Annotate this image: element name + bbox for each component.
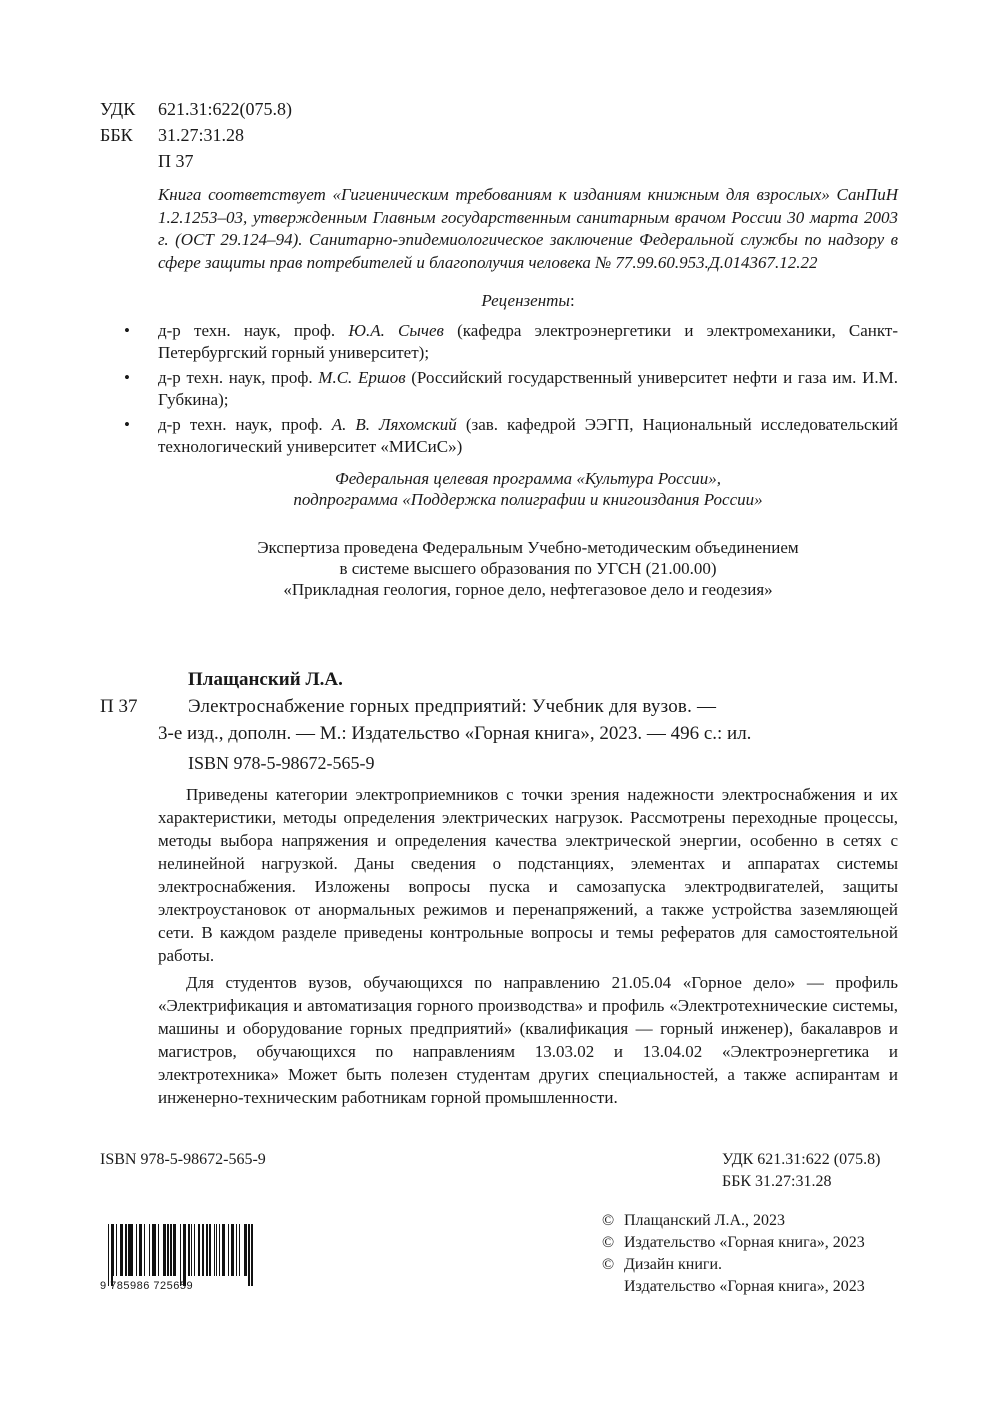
reviewers-list [124,320,899,461]
barcode-bar [170,1224,171,1276]
footer-isbn: ISBN 978-5-98672-565-9 [100,1151,266,1168]
udk-value: 621.31:622(075.8) [158,99,292,119]
bullet-icon: • [124,415,130,434]
barcode-bar [136,1224,137,1276]
barcode-bar [125,1224,126,1276]
copyright-row [602,1232,865,1254]
reviewer-prefix: д-р техн. наук, проф. [158,368,319,387]
barcode-bar [236,1224,237,1276]
copyright-text: Издательство «Горная книга», 2023 [624,1278,865,1295]
barcode-bar [180,1224,181,1286]
barcode-bar [108,1224,109,1286]
copyright-text: Дизайн книги. [624,1256,723,1273]
expertise-line3: «Прикладная геология, горное дело, нефтегазовое дело и геодезия» [283,580,773,599]
bbk-line [100,124,244,146]
barcode-bar [167,1224,168,1276]
reviewer-prefix: д-р техн. наук, проф. [158,321,349,340]
barcode-bar [209,1224,210,1276]
barcode-bar [122,1224,123,1276]
barcode-bar [206,1224,207,1276]
book-isbn: ISBN 978-5-98672-565-9 [188,753,375,773]
barcode [100,1224,245,1292]
reviewer-name: А. В. Ляхомский [331,415,457,434]
bbk-label: ББК [100,125,133,145]
reviewer-name: Ю.А. Сычев [348,321,444,340]
barcode-bar [245,1224,246,1276]
reviewers-colon: : [569,291,575,310]
book-title-line2: 3-е изд., дополн. — М.: Издательство «Горная книга», 2023. — 496 с.: ил. [158,723,752,744]
barcode-bar [198,1224,199,1276]
barcode-bar [141,1224,142,1276]
barcode-bar [131,1224,132,1276]
barcode-bar [164,1224,165,1276]
barcode-digits: 9 785986 725659 [100,1280,194,1292]
book-author: Плащанский Л.А. [188,669,343,690]
reviewer-item [124,414,898,457]
reviewer-name: М.С. Ершов [318,368,406,387]
copyright-text: Издательство «Горная книга», 2023 [624,1234,865,1251]
barcode-bar [219,1224,220,1276]
copyright-icon: © [602,1212,615,1229]
abstract-paragraph-2: Для студентов вузов, обучающихся по направлению 21.05.04 «Горное дело» — профиль «Электрификация и автоматизация горного производства» и профиль «Электротехнические системы, машины и оборудование горных предприятий» (квалификация — горный инженер), бакалавров и магистров, обучающихся по направлениям 13.03.02 и 13.04.02 «Электроэнергетика и электротехника» Может быть полезен студентам других специальностей, а также аспирантам и инженерно-техническим работникам горной промышленности. [158,973,898,1107]
federal-program-line1: Федеральная целевая программа «Культура России», [335,469,721,488]
barcode-bar [116,1224,117,1276]
reviewer-item [124,320,899,363]
expertise-line2: в системе высшего образования по УГСН (21.00.00) [339,559,717,578]
barcode-bar [248,1224,249,1286]
book-mark: П 37 [100,696,138,717]
barcode-bar [155,1224,156,1276]
expertise-line1: Экспертиза проведена Федеральным Учебно-методическим объединением [257,538,799,557]
abstract-paragraph-1: Приведены категории электроприемников с точки зрения надежности электроснабжения и их характеристики, методы определения электрических нагрузок. Рассмотрены переходные процессы, методы выбора напряжения и определения качества электрической энергии, особенно в сетях с нелинейной нагрузкой. Даны сведения о подстанциях, элементах и аппаратах системы электроснабжения. Изложены вопросы пуска и самозапуска электродвигателей, защиты электроустановок от анормальных режимов и перенапряжений, а также устройства заземляющей сети. В каждом разделе приведены контрольные вопросы и темы рефератов для самостоятельной работы. [158,785,898,965]
reviewers-heading [158,290,898,311]
book-title-line1: Электроснабжение горных предприятий: Учебник для вузов. — [188,696,717,717]
reviewer-item [124,367,898,410]
copyright-block [602,1210,865,1298]
abstract [158,783,898,1109]
author-mark: П 37 [158,151,194,171]
reviewers-title: Рецензенты [481,291,570,310]
sanpin-notice: Книга соответствует «Гигиеническим требованиям к изданиям книжным для взрослых» СанПиН 1.2.1253–03, утвержденным Главным государственным санитарным врачом России 30 марта 2003 г. (ОСТ 29.124–94). Санитарно-эпидемиологическое заключение Федеральной службы по надзору в сфере защиты прав потребителей и благополучия человека № 77.99.60.953.Д.014367.12.22 [158,185,898,272]
barcode-bar [175,1224,176,1276]
barcode-bar [233,1224,234,1276]
barcode-bar [184,1224,185,1286]
expertise-block [158,537,898,600]
copyright-icon: © [602,1256,615,1273]
bullet-icon: • [124,321,130,340]
footer-bbk: ББК 31.27:31.28 [722,1173,832,1190]
copyright-icon: © [602,1234,615,1251]
barcode-bar [216,1224,217,1276]
barcode-bar [158,1224,159,1276]
copyright-row [602,1254,865,1276]
footer-udk: УДК 621.31:622 (075.8) [722,1151,881,1168]
federal-program-line2: подпрограмма «Поддержка полиграфии и книгоиздания России» [293,490,763,509]
barcode-bar [191,1224,192,1276]
reviewer-prefix: д-р техн. наук, проф. [158,415,332,434]
udk-label: УДК [100,99,136,119]
barcode-bar [113,1224,114,1276]
reviewer-affiliation: (Российский государственный университет нефти и газа им. И.М. Губкина); [158,368,898,409]
federal-program [158,468,898,510]
barcode-bar [251,1224,252,1286]
reviewer-affiliation: (зав. кафедрой ЭЭГП, Национальный исследовательский технологический университет «МИСиС») [158,415,898,456]
barcode-bar [144,1224,145,1276]
copyright-row [602,1210,865,1232]
barcode-bar [149,1224,150,1276]
barcode-bar [194,1224,195,1276]
barcode-bar [239,1224,240,1276]
bbk-value: 31.27:31.28 [158,125,245,145]
barcode-bar [223,1224,224,1276]
udk-line [100,98,292,120]
barcode-bar [228,1224,229,1276]
reviewer-affiliation: (кафедра электроэнергетики и электромеханики, Санкт-Петербургский горный университет); [158,321,899,362]
bullet-icon: • [124,368,130,387]
barcode-bar [203,1224,204,1276]
copyright-row [624,1276,865,1298]
copyright-text: Плащанский Л.А., 2023 [624,1212,786,1229]
